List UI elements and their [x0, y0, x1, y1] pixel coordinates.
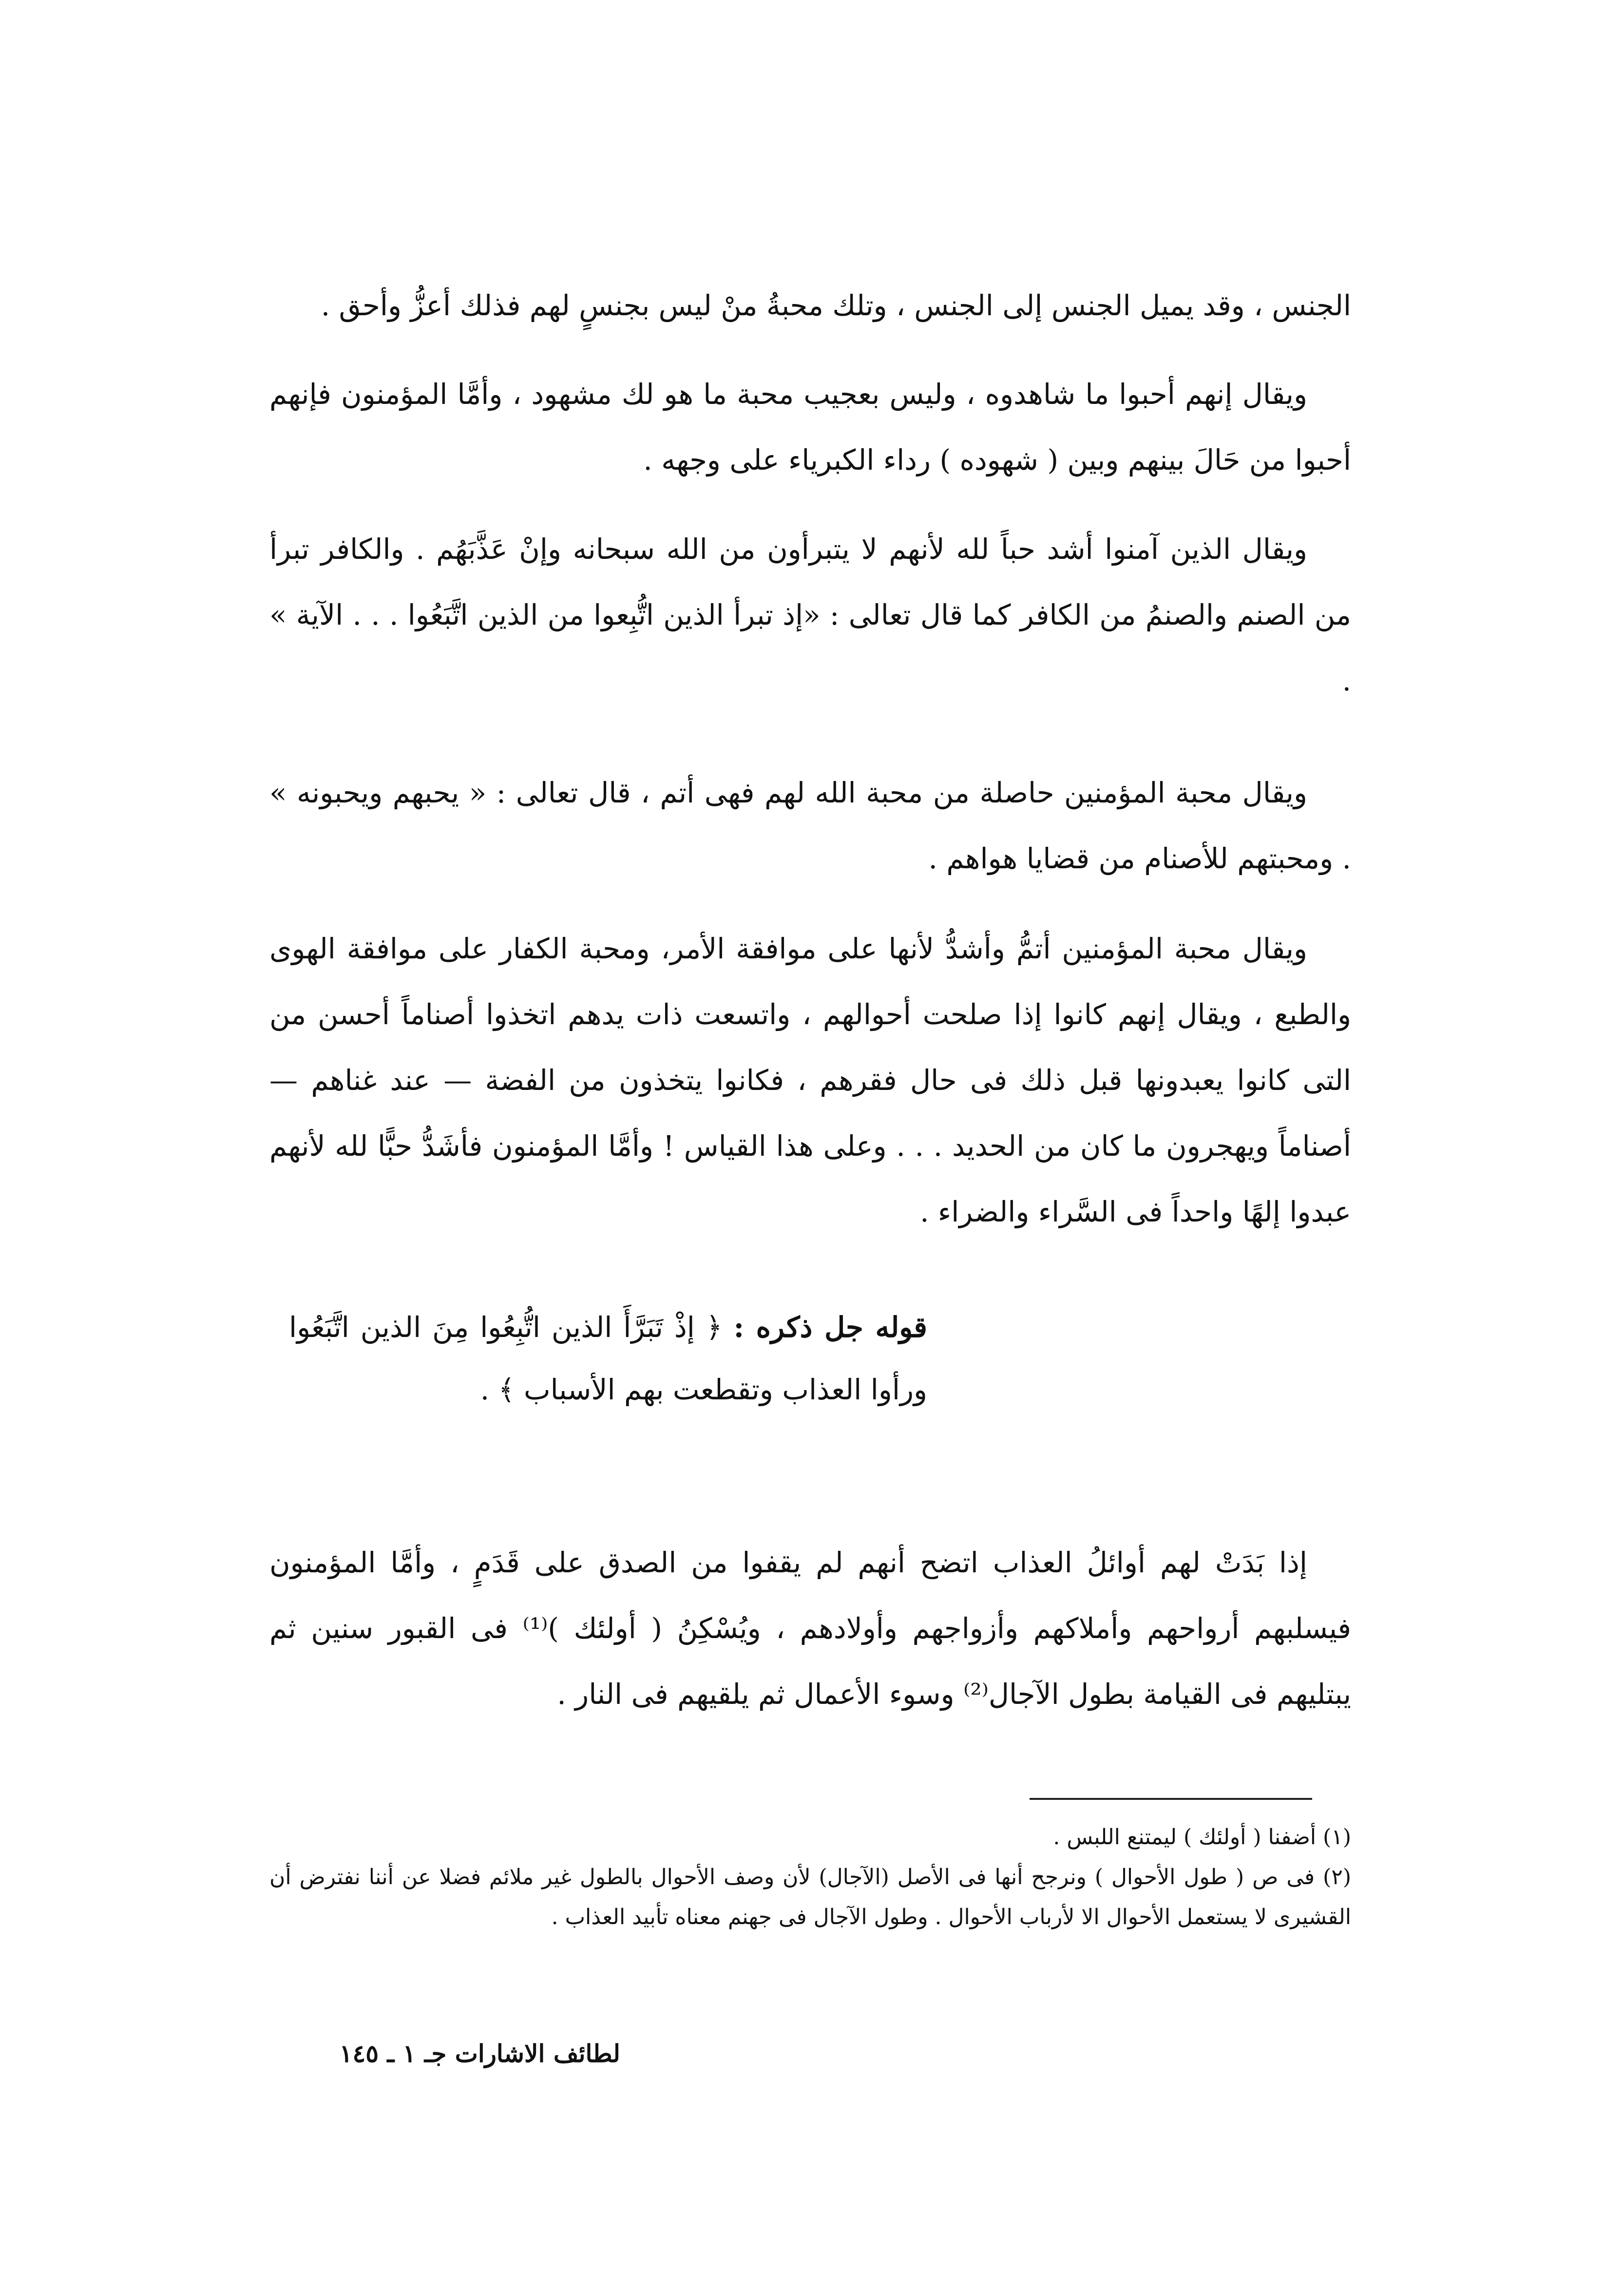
verse-intro: قوله جل ذكره : [733, 1311, 927, 1344]
paragraph-3: ويقال محبة المؤمنين حاصلة من محبة الله لهم فهى أتم ، قال تعالى : « يحبهم ويحبونه » . ومحبتهم للأصنام من قضايا هواهم . [269, 776, 1351, 875]
verse-text: ﴿ إذْ تَبَرَّأَ الذين اتُّبِعُوا مِنَ الذين اتَّبَعُوا ورأوا العذاب وتقطعت بهم الأسباب ﴾ . [289, 1311, 927, 1406]
intro-line: الجنس ، وقد يميل الجنس إلى الجنس ، وتلك محبةُ منْ ليس بجنسٍ لهم فذلك أعزُّ وأحق . [321, 289, 1351, 322]
paragraph-2: ويقال الذين آمنوا أشد حباً لله لأنهم لا يتبرأون من الله سبحانه وإنْ عَذَّبَهُم . والكافر تبرأ من الصنم والصنمُ من الكافر كما قال تعالى : «إذ تبرأ الذين اتُّبِعوا من الذين اتَّبَعُوا . . . الآية » . [269, 533, 1351, 697]
commentary-paragraph: إذا بَدَتْ لهم أوائلُ العذاب اتضح أنهم لم يقفوا من الصدق على قَدَمٍ ، وأمَّا المؤمنون فيسلبهم أرواحهم وأملاكهم وأزواجهم وأولادهم ، ويُسْكِنُ ( أولئك )⁽¹⁾ فى القبور سنين ثم يبتليهم فى القيامة بطول الآجال⁽²⁾ وسوء الأعمال ثم يلقيهم فى النار . [269, 1546, 1351, 1711]
paragraph-1: ويقال إنهم أحبوا ما شاهدوه ، وليس بعجيب محبة ما هو لك مشهود ، وأمَّا المؤمنون فإنهم أحبوا من حَالَ بينهم وبين ( شهوده ) رداء الكبرياء على وجهه . [269, 378, 1351, 477]
footnote-2: (٢) فى ص ( طول الأحوال ) ونرجح أنها فى الأصل (الآجال) لأن وصف الأحوال بالطول غير ملائم فضلا عن أننا نفترض أن القشيرى لا يستعمل الأحوال الا لأرباب الأحوال . وطول الآجال فى جهنم معناه تأبيد العذاب . [269, 1865, 1351, 1929]
footnote-1: (١) أضفنا ( أولئك ) ليمتنع اللبس . [1053, 1825, 1351, 1850]
footnotes [269, 1817, 1351, 1937]
quran-verse-block [289, 1296, 927, 1421]
footnote-divider [1030, 1798, 1312, 1800]
running-footer: لطائف الاشارات جـ ١ ـ ١٤٥ [339, 2039, 620, 2068]
paragraph-4: ويقال محبة المؤمنين أتمُّ وأشدُّ لأنها على موافقة الأمر، ومحبة الكفار على موافقة الهوى والطبع ، ويقال إنهم كانوا إذا صلحت أحوالهم ، واتسعت ذات يدهم اتخذوا أصناماً أحسن من التى كانوا يعبدونها قبل ذلك فى حال فقرهم ، فكانوا يتخذون من الفضة — عند غناهم — أصناماً ويهجرون ما كان من الحديد . . . وعلى هذا القياس ! وأمَّا المؤمنون فأشَدُّ حبًّا لله لأنهم عبدوا إلهًا واحداً فى السَّراء والضراء . [269, 932, 1351, 1228]
